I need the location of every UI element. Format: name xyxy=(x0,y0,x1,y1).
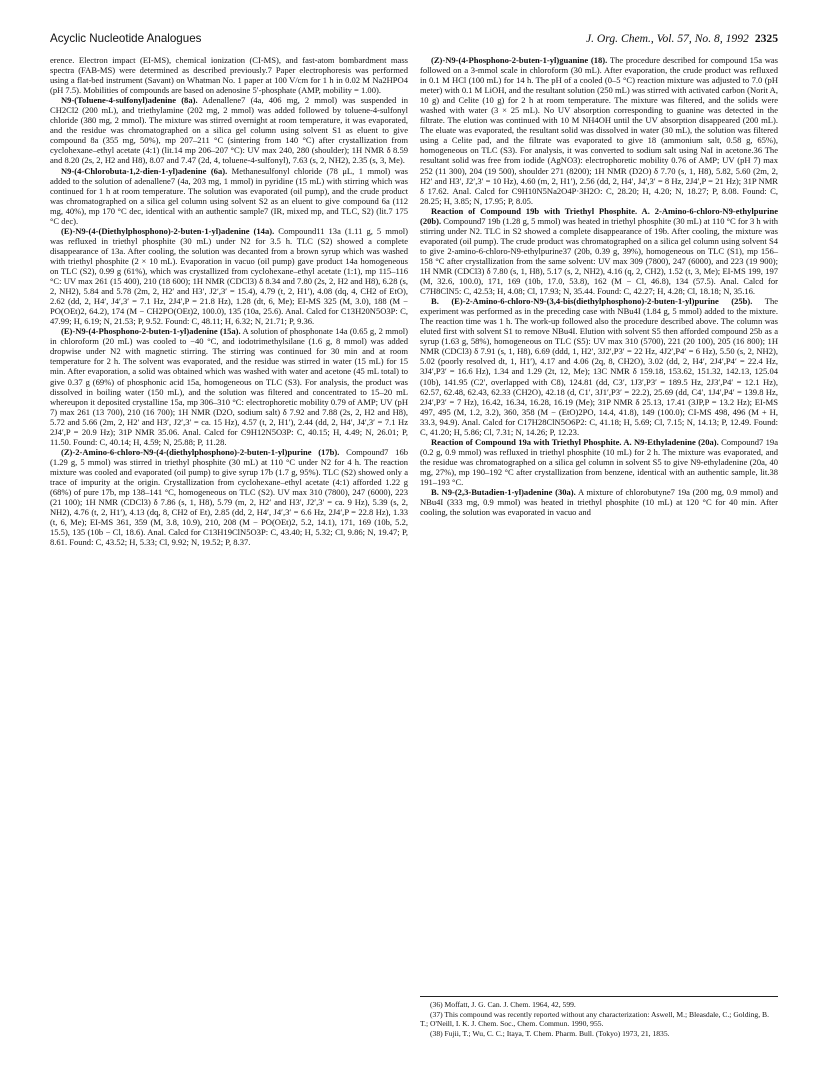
paragraph-text: Methanesulfonyl chloride (78 μL, 1 mmol) was added to the solution of adenallene7 (4a, 203 mg, 1 mmol) in pyridine (15 mL) with stirring which was continued for 1 h at room temperature. The solution was evaporated (oil pump), and the crude product was chromatographed on a silica gel column using solvent S2 as an eluent to give compound 6a (112 mg, 40%), mp 170 °C dec, identical with an authentic sample7 (IR, mixed mp, and TLC, S2) (lit.7 175 °C dec). xyxy=(50,165,408,226)
paragraph xyxy=(50,226,408,326)
paragraph-text: Adenallene7 (4a, 406 mg, 2 mmol) was suspended in CH2Cl2 (200 mL), and triethylamine (202 mg, 2 mmol) was added followed by toluene-4-sulfonyl chloride (380 mg, 2 mmol). The mixture was stirred overnight at room temperature, it was evaporated, and the residue was chromatographed on a silica gel column using solvent S1 as eluent to give compound 8a (355 mg, 50%), mp 207–211 °C (sintering from 140 °C) after crystallization from cyclohexane–ethyl acetate (4:1) (lit.14 mp 206–207 °C): UV max 240, 280 (shoulder); 1H NMR δ 8.59 and 8.20 (2s, 2, H2 and H8), 8.07 and 7.47 (2d, 4, toluene-4-sulfonyl), 7.63 (s, 2, NH2), 2.35 (s, 3, Me). xyxy=(50,95,408,166)
journal-citation xyxy=(586,32,778,45)
footnote: (37) This compound was recently reported without any characterization: Aswell, M.; Bleasdale, C.; Golding, B. T.; O'Neill, I. K. J. Chem. Soc., Chem. Commun. 1990, 955. xyxy=(420,1010,769,1028)
paragraph-title: (Z)-N9-(4-Phosphono-2-buten-1-yl)guanine (18). xyxy=(431,55,608,65)
paragraph-title: Reaction of Compound 19a with Triethyl Phosphite. A. N9-Ethyladenine (20a). xyxy=(431,436,719,447)
paragraph xyxy=(420,487,778,517)
paragraph xyxy=(420,206,778,296)
paragraph-text: erence. Electron impact (EI-MS), chemical ionization (CI-MS), and fast-atom bombardment mass spectra (FAB-MS) were determined as described previously.7 Paper electrophoresis was performed using a flat-bed instrument (Savant) on Whatman No. 1 paper at 100 V/cm for 1 h in 0.02 M Na2HPO4 (pH 7.5). Mobilities of compounds are based on adenosine 5′-phosphate (AMP, mobility = 1.00). xyxy=(50,55,408,96)
paragraph-title: B. (E)-2-Amino-6-chloro-N9-(3,4-bis(diethylphosphono)-2-buten-1-yl)purine (25b). xyxy=(431,296,753,307)
paragraph-title: (E)-N9-(4-(Diethylphosphono)-2-buten-1-yl)adenine (14a). xyxy=(61,225,275,236)
running-title: Acyclic Nucleotide Analogues xyxy=(50,32,202,45)
paragraph-text: Compound7 19b (1.28 g, 5 mmol) was heated in triethyl phosphite (30 mL) at 110 °C for 3 h with stirring under N2. TLC in S2 showed a complete disappearance of 19b. After cooling, the mixture was evaporated (oil pump). The crude product was chromatographed on a silica gel column using solvent S4 to give 2-amino-6-chloro-N9-ethylpurine37 (20b, 0.39 g, 39%), homogeneous on TLC (S1), mp 156–158 °C after crystallization from the same solvent: UV max 309 (7800), 247 (6000), and 223 (19 900); 1H NMR (CDCl3) δ 7.80 (s, 1, H8), 5.17 (s, 2, NH2), 4.16 (q, 2, CH2), 1.52 (t, 3, Me); EI-MS 199, 197 (M, 32.6, 100.0), 171, 169 (10b, 17.0, 53.8), 162 (M − Cl, 46.8), 134 (57.5). Anal. Calcd for C7H8ClN5: C, 42.53; H, 4.08; Cl, 17.93; N, 35.44. Found: C, 42.27; H, 4.28; Cl, 18.18; N, 35.16. xyxy=(420,215,779,297)
paragraph-title: (Z)-2-Amino-6-chloro-N9-(4-(diethylphosphono)-2-buten-1-yl)purine (17b). xyxy=(61,446,340,457)
paragraph xyxy=(420,55,778,206)
paragraph-title: N9-(4-Chlorobuta-1,2-dien-1-yl)adenine (6a). xyxy=(61,165,228,176)
journal-name: J. Org. Chem., Vol. 57, No. 8, 1992 xyxy=(585,32,749,45)
page-number: 2325 xyxy=(754,32,778,45)
left-column xyxy=(50,55,408,547)
paragraph-title: (E)-N9-(4-Phosphono-2-buten-1-yl)adenine (15a). xyxy=(61,326,241,337)
footnote: (38) Fujii, T.; Wu, C. C.; Itaya, T. Chem. Pharm. Bull. (Tokyo) 1973, 21, 1835. xyxy=(430,1029,670,1038)
right-column xyxy=(420,55,778,517)
paragraph-text: Compound7 16b (1.29 g, 5 mmol) was stirred in triethyl phosphite (30 mL) at 110 °C under N2 for 4 h. The reaction mixture was cooled and evaporated (oil pump) to give syrup 17b (1.7 g, 95%). TLC (S2) showed only a trace of impurity at the origin. Crystallization from cyclohexane–ethyl acetate (4:1) afforded 1.22 g (68%) of pure 17b, mp 138–141 °C, homogeneous on TLC (S2). UV max 310 (7800), 247 (6000), 223 (21 100); 1H NMR (CDCl3) δ 7.86 (s, 1, H8), 5.79 (m, 2, H2′ and H3′, J2′,3′ = ca. 9 Hz), 5.39 (s, 2, NH2), 4.76 (t, 2, H1′), 4.13 (dq, 8, CH2 of Et), 2.85 (dd, 2, H4′, J4′,3′ = 6.6 Hz, 2J4′,P = 22.8 Hz), 1.33 (t, 6, Me); EI-MS 361, 359 (M, 3.8, 10.9), 210, 208 (M − PO(OEt)2, 5.2, 14.1), 171, 169 (10b, 5.2, 15.5), 135 (10b − Cl, 18.6). Anal. Calcd for C13H19ClN5O3P: C, 43.40; H, 5.32; Cl, 9.86; N, 19.47; P, 8.61. Found: C, 43.52; H, 5.33; Cl, 9.92; N, 19.52; P, 8.37. xyxy=(50,446,408,548)
paragraph-title: N9-(Toluene-4-sulfonyl)adenine (8a). xyxy=(61,95,198,106)
footnote: (36) Moffatt, J. G. Can. J. Chem. 1964, 42, 599. xyxy=(430,1000,576,1009)
paragraph xyxy=(420,296,778,437)
page-header xyxy=(50,32,778,50)
paragraph xyxy=(50,326,408,447)
paragraph-title: B. N9-(2,3-Butadien-1-yl)adenine (30a). xyxy=(431,487,576,498)
footnotes xyxy=(420,996,778,1039)
paragraph xyxy=(50,55,408,95)
paragraph-text: Compound11 13a (1.11 g, 5 mmol) was refluxed in triethyl phosphite (30 mL) under N2 for 3.5 h. TLC (S2) showed a complete disappearance of 13a. After cooling, the solution was decanted from a brown syrup which was washed with triethyl phosphite (2 × 10 mL). Evaporation in vacuo (oil pump) gave product 14a homogeneous on TLC (S2), 0.99 g (61%), which was crystallized from cyclohexane–ethyl acetate (1:1), mp 115–116 °C: UV max 261 (15 400), 210 (18 600); 1H NMR (CDCl3) δ 8.34 and 7.80 (2s, 2, H2 and H8), 6.28 (s, 2, NH2), 5.84 and 5.78 (2m, 2, H2′ and H3′, J2′,3′ = 15.4), 4.79 (t, 2, H1′), 4.08 (dq, 4, CH2 of EtO), 2.62 (dd, 2, H4′, J4′,3′ = 7.1 Hz, 2J4′,P = 21.8 Hz), 1.28 (dt, 6, Me); EI-MS 325 (M, 3.0), 188 (M − PO(OEt)2, 64.2), 174 (M − CH2PO(OEt)2, 100.0), 135 (10a, 25.6). Anal. Calcd for C13H20N5O3P: C, 47.99; H, 6.19; N, 21.53; P, 9.52. Found: C, 48.11; H, 6.32; N, 21.71; P, 9.36. xyxy=(50,225,408,327)
paragraph xyxy=(50,447,408,547)
paragraph-text: The procedure described for compound 15a was followed on a 3-mmol scale in chloroform (30 mL). After evaporation, the crude product was refluxed in 0.1 M HCl (100 mL) for 14 h. The pH of a cooled (0–5 °C) reaction mixture was adjusted to 7.0 (pH meter) with 0.1 M LiOH, and the resultant solution (250 mL) was stirred with activated carbon (Norit A, 10 g) and Celite (10 g) for 2 h at room temperature. The mixture was filtered, and the solids were washed with water (3 × 25 mL). No UV absorption corresponding to guanine was detected in the filtrate. The elution was continued with 10 M NH4OH until the UV absorption disappeared (200 mL). The eluate was evaporated, the resultant solid was dissolved in water (30 mL), the solution was filtered using a Celite pad, and the filtrate was evaporated to give 18 (ammonium salt, 0.58 g, 65%), homogeneous on TLC (S3). For analysis, it was converted to sodium salt using NaI in acetone.36 The resultant solid was free from iodide (AgNO3): electrophoretic mobility 0.76 of AMP; UV (pH 7) max 252 (11 300), 204 (19 500), shoulder 271 (8200); 1H NMR (D2O) δ 7.70 (s, 1, H8), 5.82, 5.60 (2m, 2, H2′ and H3′, J2′,3′ = 10 Hz), 4.60 (m, 2, H1′), 2.56 (dd, 2, H4′, J4′,3′ = 8 Hz, 2J4′,P = 21 Hz); 31P NMR δ 17.62. Anal. Calcd for C9H10N5Na2O4P·3H2O: C, 28.20; H, 4.20; N, 18.27; P, 8.08. Found: C, 28.25; H, 3.85; N, 17.95; P, 8.05. xyxy=(420,55,779,206)
paragraph-title: Reaction of Compound 19b with Triethyl Phosphite. A. 2-Amino-6-chloro-N9-ethylpurine (20b). xyxy=(420,205,778,226)
paragraph xyxy=(50,95,408,165)
paragraph-text: The experiment was performed as in the preceding case with NBu4I (1.84 g, 5 mmol) added to the mixture. The reaction time was 1 h. The work-up followed also the procedure described above. The column was eluted first with solvent S1 to remove NBu4I. Elution with solvent S5 then afforded compound 25b as a syrup (1.63 g, 58%), homogeneous on TLC (S5): UV max 310 (5700), 221 (20 100), 205 (16 800); 1H NMR (CDCl3) δ 7.91 (s, 1, H8), 6.69 (ddd, 1, H2′, 3J2′,P3′ = 22 Hz, 4J2′,P4′ = 6 Hz), 5.50 (s, 2, NH2), 5.02 (poorly resolved dt, 1, H1′), 4.17 and 4.06 (2q, 8, CH2O), 3.02 (dd, 2, H4′, 2J4′,P4′ = 22.4 Hz, 3J4′,P3′ = 16.6 Hz), 1.34 and 1.29 (2t, 12, Me); 13C NMR δ 159.18, 153.62, 151.32, 142.13, 125.04 (10b), 141.95 (C2′, overlapped with C8), 124.81 (dd, C3′, 1J3′,P3′ = 189.5 Hz, 2J3′,P4′ = 12.1 Hz), 62.57, 62.48, 62.43, 62.33 (CH2O), 42.18 (d, C1′, 3J1′,P3′ = 22.2), 25.69 (dd, C4′, 1J4′,P4′ = 139.8 Hz, 2J4′,P3′ = 7 Hz), 16.42, 16.34, 16.28, 16.19 (Me); 31P NMR δ 25.13, 17.41 (3JP,P = 13.2 Hz); EI-MS 497, 495 (M, 1.2, 3.2), 360, 358 (M − (EtO)2PO, 14.4, 41.8), 149 (100.0); CI-MS 498, 496 (M + H, 33.3, 94.9). Anal. Calcd for C17H28ClN5O6P2: C, 41.18; H, 5.69; Cl, 7.15; N, 14.13; P, 12.49. Found: C, 41.20; H, 5.86; Cl, 7.31; N, 14.26; P, 12.23. xyxy=(420,296,779,437)
paragraph-text: A solution of phosphonate 14a (0.65 g, 2 mmol) in chloroform (20 mL) was cooled to −40 °C, and iodotrimethylsilane (1.6 g, 8 mmol) was added dropwise under N2 with magnetic stirring. The stirring was continued for 30 min and at room temperature for 2 h. The solvent was evaporated, and the residue was stirred in water (15 mL) for 15 min. After evaporation, a solid was obtained which was washed with water and acetone (45 mL total) to give 0.37 g (69%) of phosphonic acid 15a, homogeneous on TLC (S3). For analysis, the product was dissolved in boiling water (150 mL), and the solution was filtered and concentrated to 15–20 mL whereupon it deposited crystalline 15a, mp 306–310 °C: electrophoretic mobility 0.79 of AMP; UV (pH 7) max 261 (13 700), 210 (16 700); 1H NMR (D2O, sodium salt) δ 7.92 and 7.88 (2s, 2, H2 and H8), 5.72 and 5.66 (2m, 2, H2′ and H3′, J2′,3′ = ca. 15 Hz), 4.57 (t, 2, H1′), 2.44 (dd, 2, H4′, J4′,3′ = 7.1 Hz 2J4′,P = 20.9 Hz); 31P NMR 35.06. Anal. Calcd for C9H12N5O3P: C, 40.15; H, 4.49; N, 26.01; P, 11.50. Found: C, 40.14; H, 4.59; N, 25.88; P, 11.28. xyxy=(50,326,408,447)
paragraph-text: Compound7 19a (0.2 g, 0.9 mmol) was refluxed in triethyl phosphite (10 mL) for 2 h. The mixture was evaporated, and the residue was chromatographed on a silica gel column in solvent S5 to give N9-ethyladenine (20a, 40 mg, 27%), mp 190–192 °C after crystallization from benzene, identical with an authentic sample, lit.38 191–193 °C. xyxy=(420,436,778,487)
paragraph xyxy=(420,437,778,487)
paragraph xyxy=(50,166,408,226)
paragraph-text: A mixture of chlorobutyne7 19a (200 mg, 0.9 mmol) and NBu4I (333 mg, 0.9 mmol) was heated in triethyl phosphite (10 mL) at 120 °C for 40 min. After cooling, the solution was evaporated in vacuo and xyxy=(420,487,778,518)
